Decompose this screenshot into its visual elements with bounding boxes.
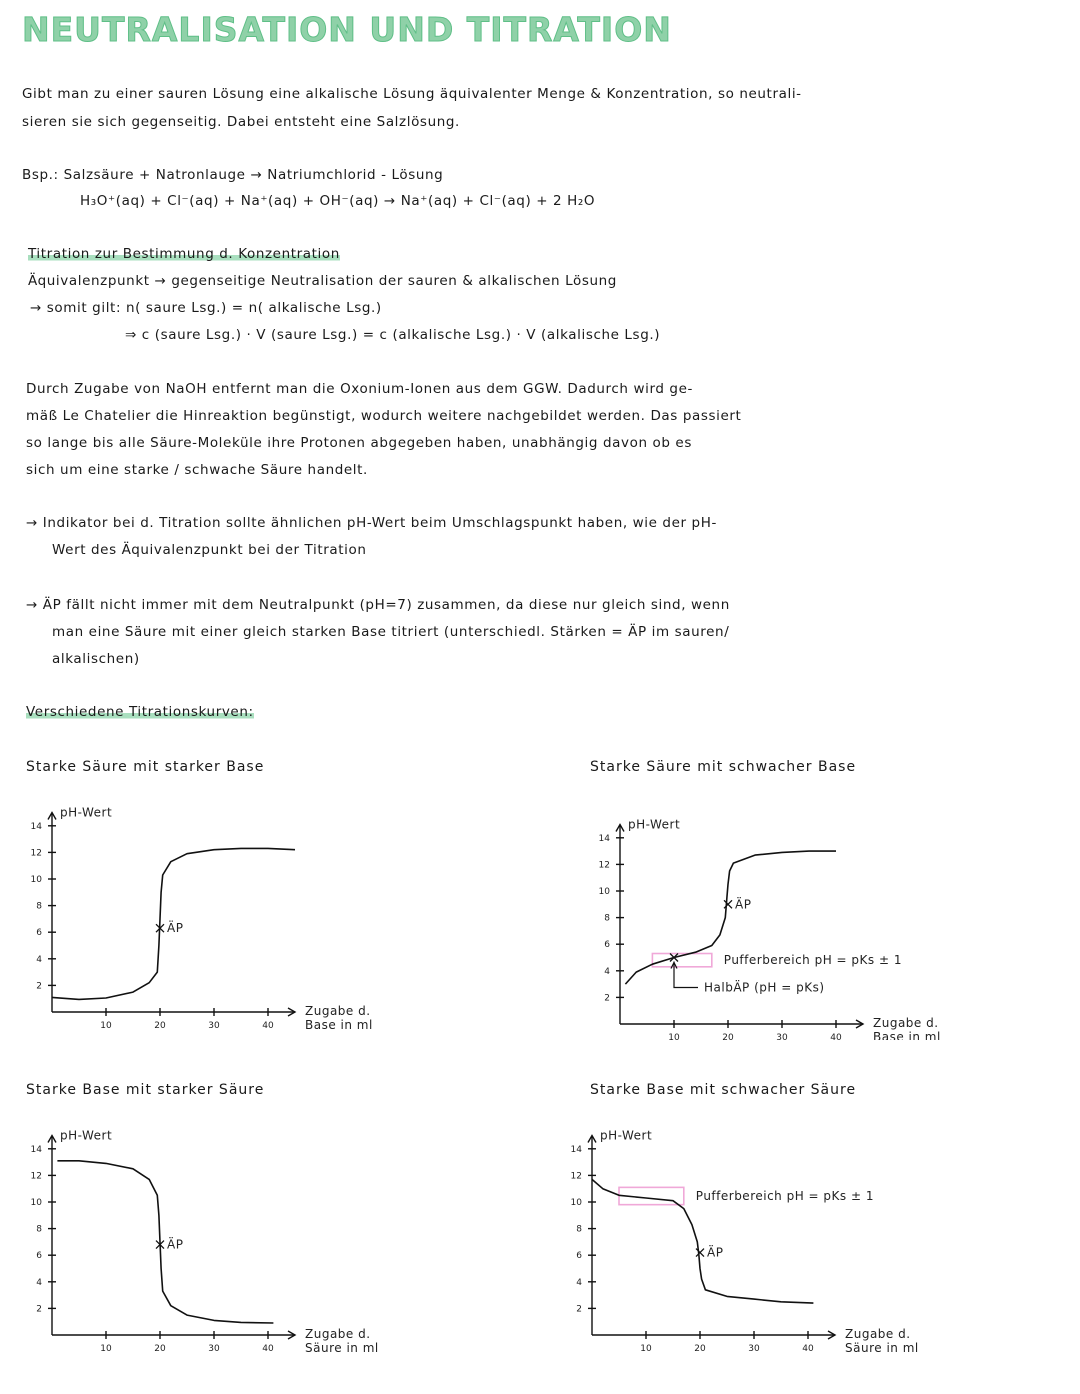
y-tick-label: 2 xyxy=(576,1304,582,1315)
x-axis-label: Zugabe d. xyxy=(305,1004,371,1018)
bullet-1-line-1: → Indikator bei d. Titration sollte ähnlichen pH-Wert beim Umschlagspunkt haben, wie der pH- xyxy=(26,515,717,531)
y-tick-label: 14 xyxy=(30,1144,42,1155)
y-tick-label: 2 xyxy=(604,993,610,1004)
equivalence-point-label: ÄP xyxy=(167,1237,184,1252)
x-tick-label: 40 xyxy=(802,1344,814,1354)
y-tick-label: 10 xyxy=(30,875,42,885)
titration-heading xyxy=(28,246,340,262)
x-tick-label: 10 xyxy=(100,1344,112,1354)
y-tick-label: 4 xyxy=(576,1277,582,1288)
x-axis-label: Zugabe d. xyxy=(873,1016,939,1030)
x-tick-label: 30 xyxy=(208,1344,220,1354)
y-tick-label: 6 xyxy=(576,1251,582,1262)
x-axis-label: Zugabe d. xyxy=(845,1327,911,1341)
y-tick-label: 10 xyxy=(30,1198,42,1208)
x-tick-label: 10 xyxy=(100,1021,112,1031)
x-tick-label: 20 xyxy=(154,1344,166,1354)
chart-1-title: Starke Säure mit starker Base xyxy=(26,759,265,775)
x-tick-label: 20 xyxy=(694,1344,706,1354)
paragraph-line-3: so lange bis alle Säure-Moleküle ihre Protonen abgegeben haben, unabhängig davon ob es xyxy=(26,435,692,451)
chart-3-title: Starke Base mit starker Säure xyxy=(26,1082,265,1098)
y-tick-label: 10 xyxy=(570,1198,582,1208)
y-tick-label: 4 xyxy=(36,954,42,965)
y-tick-label: 6 xyxy=(36,1251,42,1262)
chart-3 xyxy=(0,1103,540,1363)
titration-line-2: → somit gilt: n( saure Lsg.) = n( alkalische Lsg.) xyxy=(30,300,382,316)
page-title: NEUTRALISATION UND TITRATION xyxy=(22,10,672,49)
y-axis-label: pH-Wert xyxy=(628,817,681,832)
x-axis-label: Säure in ml xyxy=(305,1341,379,1355)
x-tick-label: 30 xyxy=(776,1033,788,1040)
y-tick-label: 6 xyxy=(604,940,610,951)
x-tick-label: 40 xyxy=(262,1344,274,1354)
equivalence-point-label: ÄP xyxy=(707,1245,724,1260)
y-tick-label: 12 xyxy=(598,860,610,871)
y-tick-label: 4 xyxy=(36,1277,42,1288)
y-tick-label: 10 xyxy=(598,887,610,897)
x-tick-label: 40 xyxy=(830,1033,842,1040)
y-tick-label: 14 xyxy=(570,1144,582,1155)
x-tick-label: 10 xyxy=(668,1033,680,1040)
paragraph-line-4: sich um eine starke / schwache Säure handelt. xyxy=(26,462,368,478)
y-axis-label: pH-Wert xyxy=(60,1128,113,1143)
y-tick-label: 8 xyxy=(576,1224,582,1235)
half-equivalence-pointer xyxy=(674,962,698,988)
y-tick-label: 2 xyxy=(36,1304,42,1315)
x-axis-label: Base in ml xyxy=(305,1018,373,1032)
y-tick-label: 12 xyxy=(30,848,42,859)
buffer-region-label: Pufferbereich pH = pKs ± 1 xyxy=(723,953,902,968)
titration-curve xyxy=(57,1161,273,1323)
x-axis-label: Base in ml xyxy=(873,1030,941,1040)
y-tick-label: 8 xyxy=(36,1224,42,1235)
chart-4 xyxy=(540,1103,1080,1363)
chart-2 xyxy=(540,780,1080,1040)
x-tick-label: 30 xyxy=(748,1344,760,1354)
equivalence-point-label: ÄP xyxy=(167,921,184,936)
y-axis-label: pH-Wert xyxy=(60,805,113,820)
y-tick-label: 12 xyxy=(30,1171,42,1182)
bullet-2-line-3: alkalischen) xyxy=(52,651,140,667)
buffer-region-label: Pufferbereich pH = pKs ± 1 xyxy=(695,1189,874,1204)
intro-line-1: Gibt man zu einer sauren Lösung eine alkalische Lösung äquivalenter Menge & Konzentration, so neutrali- xyxy=(22,86,802,102)
x-tick-label: 30 xyxy=(208,1021,220,1031)
titration-heading-text: Titration zur Bestimmung d. Konzentration xyxy=(28,246,340,262)
titration-formula: ⇒ c (saure Lsg.) · V (saure Lsg.) = c (alkalische Lsg.) · V (alkalische Lsg.) xyxy=(125,327,661,343)
curves-heading xyxy=(26,704,254,720)
bullet-1-line-2: Wert des Äquivalenzpunkt bei der Titration xyxy=(52,542,367,558)
y-tick-label: 8 xyxy=(36,901,42,912)
y-tick-label: 6 xyxy=(36,928,42,939)
equivalence-point-marker xyxy=(724,900,732,908)
chart-1 xyxy=(0,780,540,1040)
bullet-2-line-1: → ÄP fällt nicht immer mit dem Neutralpunkt (pH=7) zusammen, da diese nur gleich sind, wenn xyxy=(26,597,730,613)
half-equivalence-label: HalbÄP (pH = pKs) xyxy=(704,980,825,995)
equivalence-point-label: ÄP xyxy=(735,897,752,912)
bullet-2-line-2: man eine Säure mit einer gleich starken Base titriert (unterschiedl. Stärken = ÄP im sauren/ xyxy=(52,624,730,640)
example-equation: H₃O⁺(aq) + Cl⁻(aq) + Na⁺(aq) + OH⁻(aq) → Na⁺(aq) + Cl⁻(aq) + 2 H₂O xyxy=(80,193,596,209)
intro-line-2: sieren sie sich gegenseitig. Dabei entsteht eine Salzlösung. xyxy=(22,114,460,130)
x-axis-label: Säure in ml xyxy=(845,1341,919,1355)
chart-4-title: Starke Base mit schwacher Säure xyxy=(590,1082,857,1098)
equivalence-point-marker xyxy=(696,1249,704,1257)
paragraph-line-2: mäß Le Chatelier die Hinreaktion begünstigt, wodurch weitere nachgebildet werden. Das passiert xyxy=(26,408,742,424)
y-tick-label: 4 xyxy=(604,966,610,977)
x-tick-label: 40 xyxy=(262,1021,274,1031)
x-axis-label: Zugabe d. xyxy=(305,1327,371,1341)
y-tick-label: 8 xyxy=(604,913,610,924)
y-axis-label: pH-Wert xyxy=(600,1128,653,1143)
y-tick-label: 14 xyxy=(598,833,610,844)
y-tick-label: 12 xyxy=(570,1171,582,1182)
paragraph-line-1: Durch Zugabe von NaOH entfernt man die Oxonium-Ionen aus dem GGW. Dadurch wird ge- xyxy=(26,381,693,397)
x-tick-label: 10 xyxy=(640,1344,652,1354)
x-tick-label: 20 xyxy=(722,1033,734,1040)
y-tick-label: 2 xyxy=(36,981,42,992)
x-tick-label: 20 xyxy=(154,1021,166,1031)
y-tick-label: 14 xyxy=(30,821,42,832)
chart-2-title: Starke Säure mit schwacher Base xyxy=(590,759,857,775)
example-line-1: Bsp.: Salzsäure + Natronlauge → Natriumchlorid - Lösung xyxy=(22,167,444,183)
titration-line-1: Äquivalenzpunkt → gegenseitige Neutralisation der sauren & alkalischen Lösung xyxy=(28,273,617,289)
curves-heading-text: Verschiedene Titrationskurven: xyxy=(26,704,254,720)
